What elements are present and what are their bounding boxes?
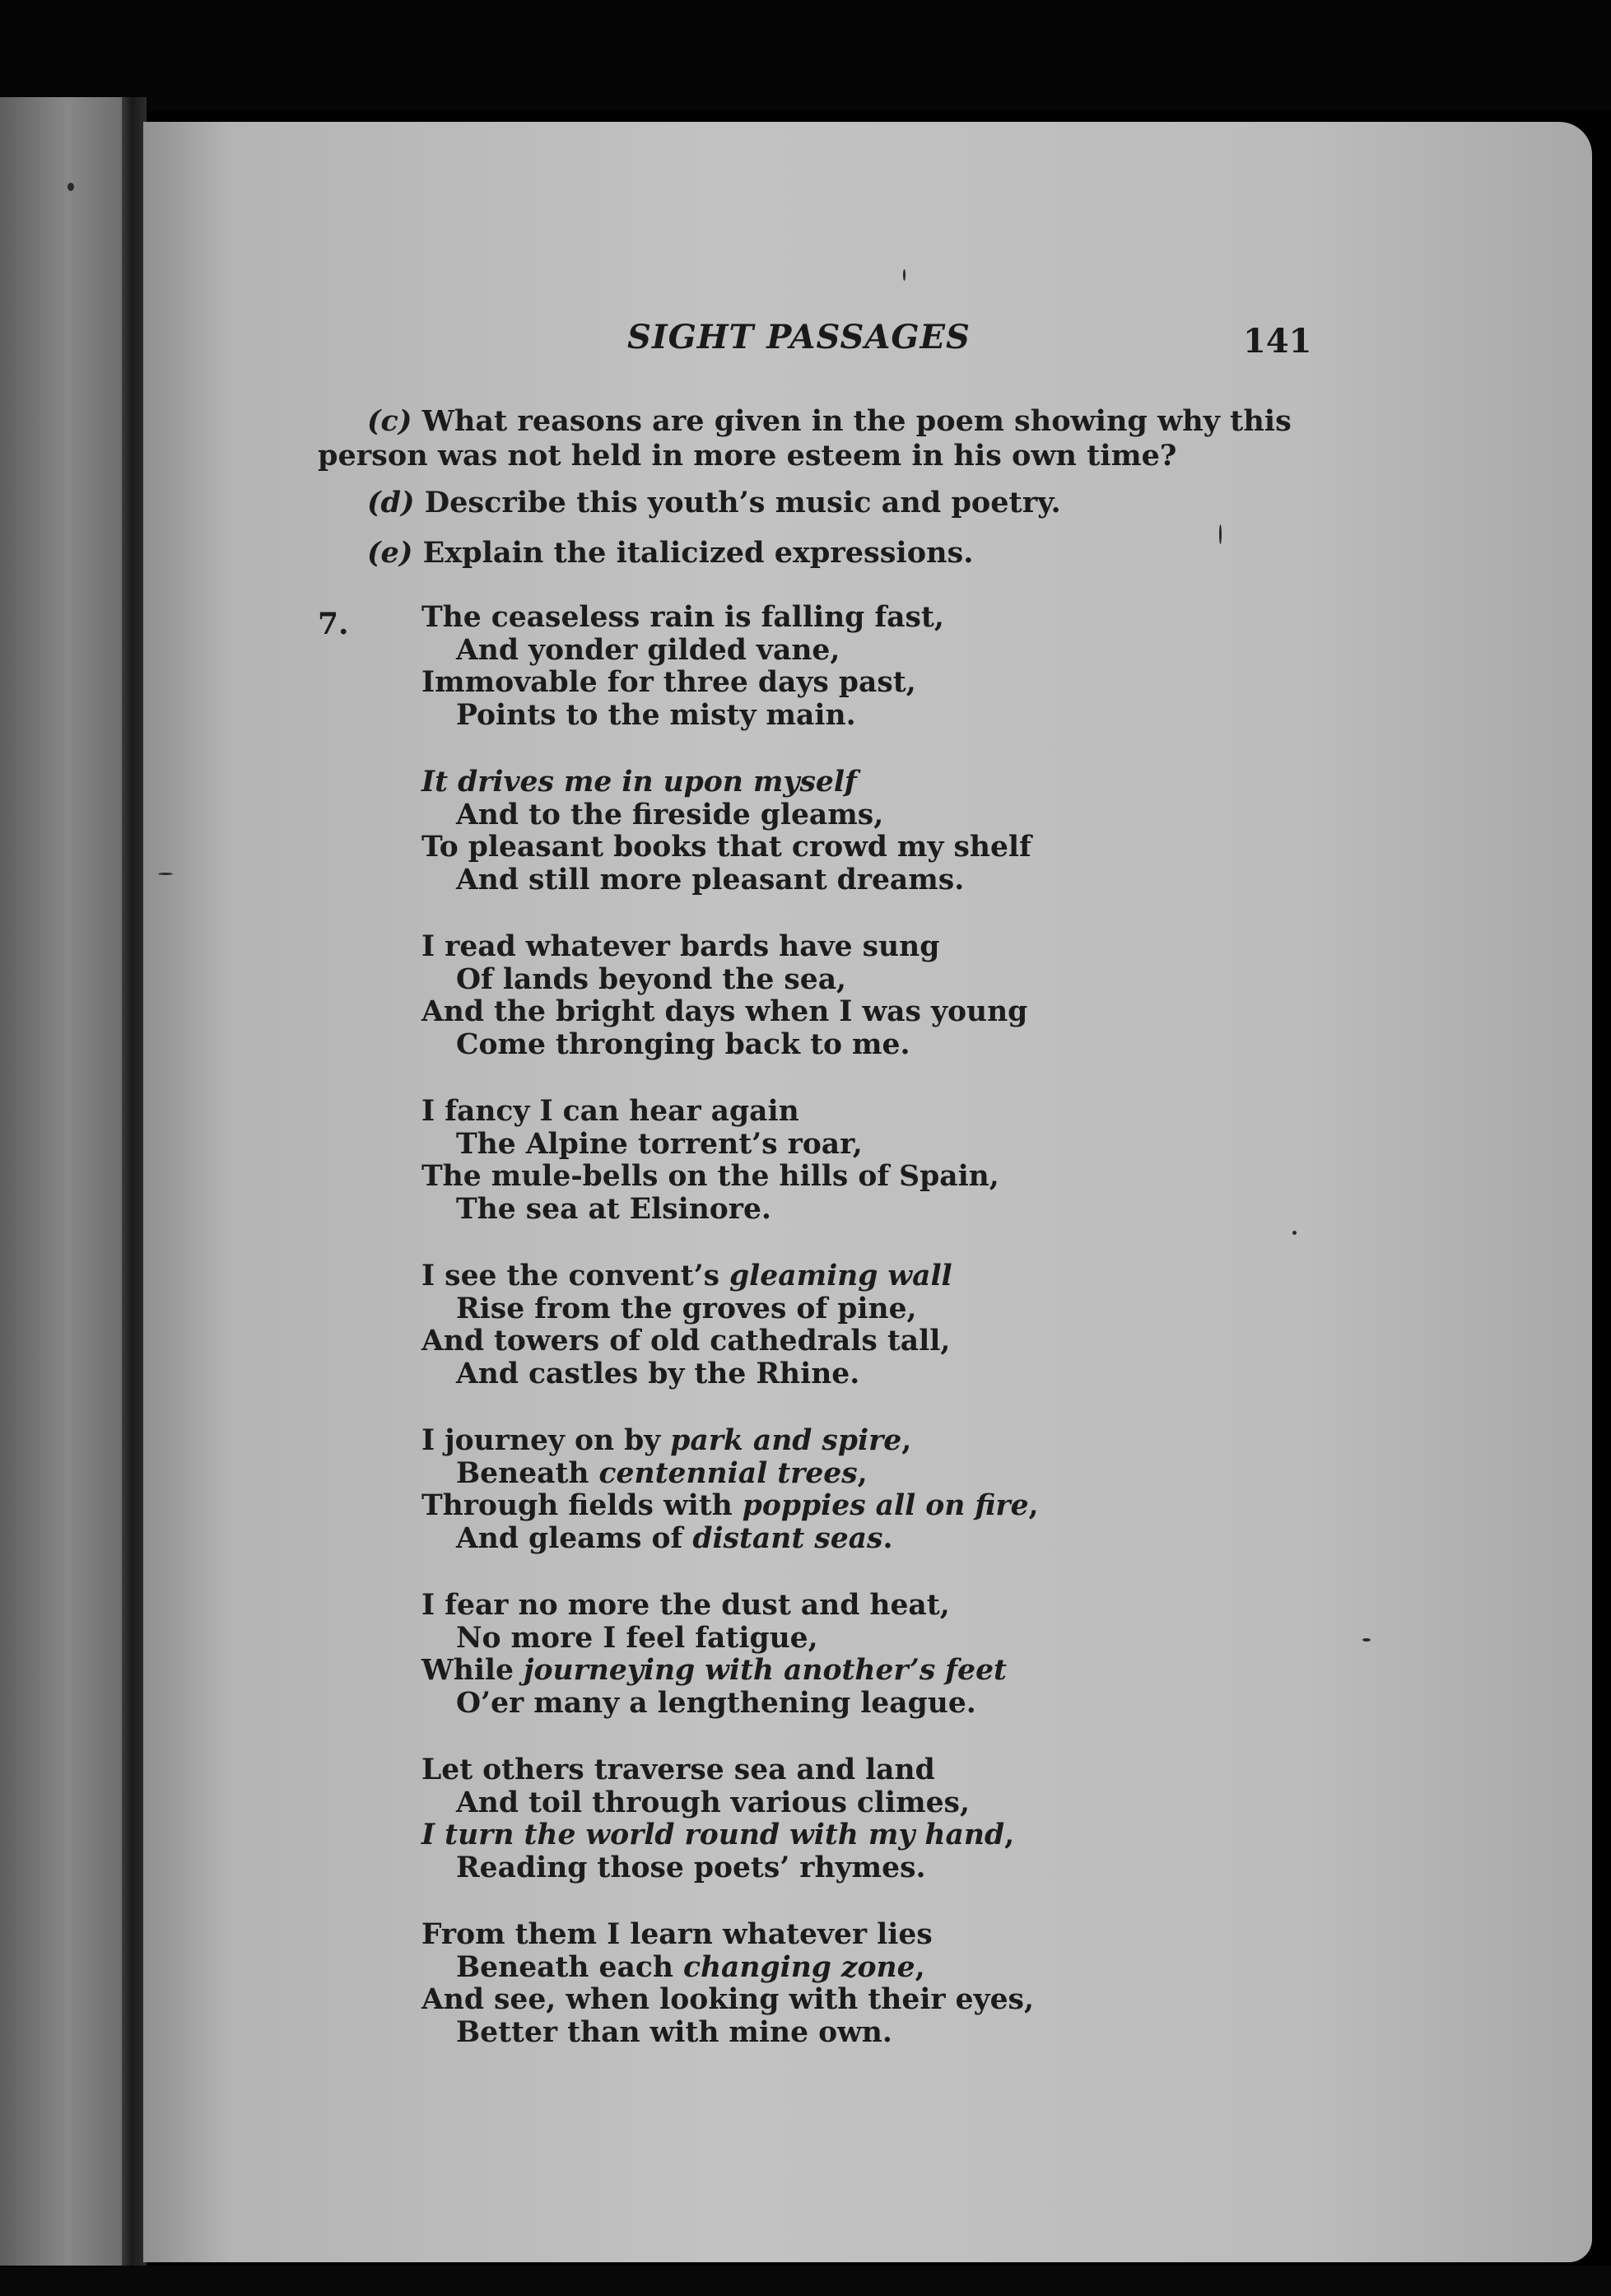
line-text: Beneath [456, 1456, 599, 1490]
line-text: And towers of old cathedrals tall, [421, 1325, 951, 1358]
poem-line [421, 1623, 1039, 1656]
poem-number: 7. [318, 607, 349, 641]
line-text: I journey on by [421, 1424, 671, 1457]
line-text: And yonder gilded vane, [456, 633, 840, 667]
line-text: No more I feel fatigue, [456, 1621, 818, 1655]
facing-page-edge [0, 97, 122, 2270]
line-text: Better than with mine own. [456, 2015, 892, 2049]
line-text: The sea at Elsinore. [456, 1192, 771, 1226]
italic-phrase: park and spire [670, 1424, 902, 1457]
poem-line [421, 1787, 1039, 1820]
scan-speck [1362, 1638, 1371, 1642]
poem-line [421, 1260, 1039, 1293]
poem-line [421, 1325, 1039, 1358]
question-label: (c) [367, 404, 412, 438]
line-text: And gleams of [456, 1521, 693, 1555]
poem-line [421, 2017, 1039, 2050]
line-text: Reading those poets’ rhymes. [456, 1851, 926, 1884]
line-text: The ceaseless rain is falling fast, [421, 601, 944, 634]
poem-line [421, 766, 1039, 799]
poem-stanza [421, 1096, 1039, 1226]
poem-line [421, 1590, 1039, 1623]
poem-line [421, 700, 1039, 733]
poem-line [421, 1952, 1039, 1985]
poem-stanza [421, 1919, 1039, 2049]
scan-speck [68, 183, 74, 191]
poem-stanza [421, 1590, 1039, 1720]
poem-line [421, 1984, 1039, 2017]
scan-speck [1292, 1231, 1297, 1235]
line-text: And still more pleasant dreams. [456, 863, 965, 897]
poem-line [421, 1688, 1039, 1721]
line-text: And the bright days when I was young [421, 995, 1028, 1028]
poem-line [421, 1425, 1039, 1458]
question-label: (d) [367, 486, 415, 519]
page-number: 141 [1243, 322, 1312, 361]
line-text: From them I learn whatever lies [421, 1918, 933, 1951]
italic-phrase: poppies all on fire [742, 1489, 1029, 1522]
running-header-title: SIGHT PASSAGES [627, 318, 971, 356]
poem-line [421, 667, 1039, 700]
line-text: I read whatever bards have sung [421, 930, 940, 963]
line-text: O’er many a lengthening league. [456, 1686, 976, 1720]
line-text: And to the fireside gleams, [456, 798, 884, 831]
poem-line [421, 1358, 1039, 1391]
scan-speck [903, 269, 906, 281]
poem-line [421, 602, 1039, 635]
poem-line [421, 864, 1039, 897]
line-text: I see the convent’s [421, 1260, 730, 1292]
line-text: Rise from the groves of pine, [456, 1292, 917, 1325]
line-text: To pleasant books that crowd my shelf [421, 831, 1031, 864]
line-text: , [857, 1456, 868, 1490]
line-text: I fear no more the dust and heat, [421, 1589, 950, 1622]
poem-line [421, 1096, 1039, 1129]
line-text: The mule-bells on the hills of Spain, [421, 1160, 999, 1193]
poem-stanza [421, 602, 1039, 732]
line-text: Let others traverse sea and land [421, 1753, 935, 1786]
line-text: Through fields with [421, 1489, 743, 1522]
question-c [367, 404, 1292, 439]
italic-phrase: distant seas [692, 1521, 883, 1555]
line-text: , [1004, 1819, 1015, 1851]
line-text: And castles by the Rhine. [456, 1357, 860, 1390]
poem-line [421, 964, 1039, 997]
poem-line [421, 1523, 1039, 1556]
poem-line [421, 1029, 1039, 1062]
line-text: I fancy I can hear again [421, 1095, 799, 1128]
line-text: , [1028, 1489, 1039, 1522]
line-text: Of lands beyond the sea, [456, 962, 847, 996]
poem-line [421, 1129, 1039, 1162]
line-text: The Alpine torrent’s roar, [456, 1127, 863, 1161]
line-text: Beneath each [456, 1950, 683, 1984]
scan-speck [1219, 524, 1222, 544]
scan-speck [158, 873, 173, 875]
line-text: And see, when looking with their eyes, [421, 1983, 1034, 2016]
question-c-continuation: person was not held in more esteem in his own time? [318, 439, 1177, 473]
line-text: Immovable for three days past, [421, 666, 916, 699]
question-text: Explain the italicized expressions. [422, 536, 974, 570]
line-text: , [901, 1424, 912, 1457]
poem-line [421, 1819, 1039, 1852]
poem-stanza [421, 766, 1039, 897]
poem-stanza [421, 931, 1039, 1061]
italic-phrase: changing zone [682, 1950, 915, 1984]
poem-line [421, 1754, 1039, 1787]
poem-line [421, 1852, 1039, 1885]
poem-line [421, 831, 1039, 864]
italic-phrase: journeying with another’s feet [524, 1654, 1007, 1687]
line-text: Come thronging back to me. [456, 1027, 910, 1061]
poem-stanza [421, 1425, 1039, 1555]
poem-line [421, 1655, 1039, 1688]
line-text: , [915, 1950, 925, 1984]
italic-phrase: I turn the world round with my hand [421, 1819, 1005, 1851]
poem-stanza [421, 1260, 1039, 1390]
question-label: (e) [367, 536, 413, 570]
poem-stanza [421, 1754, 1039, 1884]
poem-line [421, 1161, 1039, 1194]
poem-line [421, 996, 1039, 1029]
poem-line [421, 1194, 1039, 1227]
poem-line [421, 1293, 1039, 1326]
poem-line [421, 931, 1039, 964]
poem-line [421, 1458, 1039, 1491]
italic-phrase: It drives me in upon myself [421, 766, 857, 799]
poem [421, 602, 1039, 2084]
line-text: While [421, 1654, 524, 1687]
scan-bottom-border [0, 2266, 1611, 2296]
poem-line [421, 1919, 1039, 1952]
italic-phrase: centennial trees [598, 1456, 858, 1490]
question-text: Describe this youth’s music and poetry. [424, 486, 1061, 519]
question-d [367, 486, 1061, 520]
line-text: And toil through various climes, [456, 1786, 970, 1819]
question-text: What reasons are given in the poem showing why this [421, 404, 1292, 438]
poem-line [421, 635, 1039, 668]
question-e [367, 536, 973, 571]
poem-line [421, 799, 1039, 832]
line-text: Points to the misty main. [456, 698, 856, 732]
italic-phrase: gleaming wall [729, 1260, 952, 1292]
poem-line [421, 1490, 1039, 1523]
scan-top-border [0, 0, 1611, 111]
line-text: . [882, 1521, 893, 1555]
